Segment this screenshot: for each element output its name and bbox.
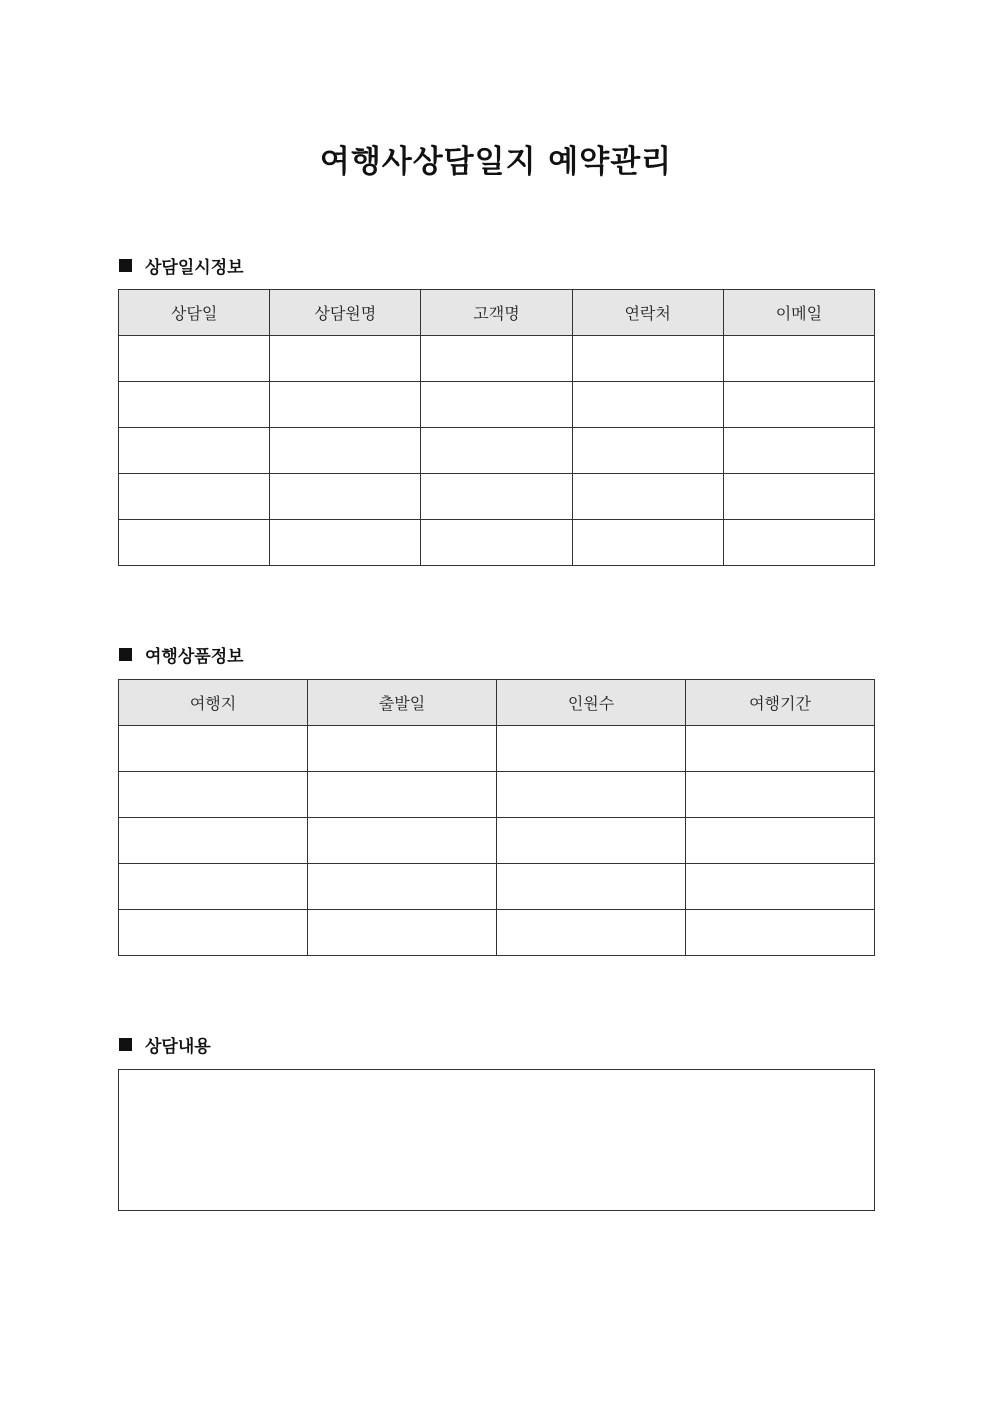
- table-cell[interactable]: [572, 428, 723, 474]
- table-cell[interactable]: [421, 382, 572, 428]
- table-cell[interactable]: [723, 474, 874, 520]
- page-title: 여행사상담일지 예약관리: [319, 144, 673, 180]
- table-cell[interactable]: [119, 520, 270, 566]
- table-cell[interactable]: [119, 864, 308, 910]
- column-header: 이메일: [723, 290, 874, 336]
- table-cell[interactable]: [270, 428, 421, 474]
- square-bullet-icon: [119, 1038, 132, 1051]
- column-header: 고객명: [421, 290, 572, 336]
- table-cell[interactable]: [723, 336, 874, 382]
- table-cell[interactable]: [686, 864, 875, 910]
- column-header: 상담원명: [270, 290, 421, 336]
- table-cell[interactable]: [119, 336, 270, 382]
- column-header: 여행지: [119, 680, 308, 726]
- table-row: [119, 382, 875, 428]
- table-row: [119, 474, 875, 520]
- table-row: [119, 726, 875, 772]
- table-body: [119, 336, 875, 566]
- table-cell[interactable]: [723, 520, 874, 566]
- table-row: [119, 520, 875, 566]
- table-cell[interactable]: [270, 474, 421, 520]
- table-cell[interactable]: [119, 428, 270, 474]
- column-header: 인원수: [497, 680, 686, 726]
- table-cell[interactable]: [723, 382, 874, 428]
- table-row: [119, 336, 875, 382]
- table-cell[interactable]: [572, 520, 723, 566]
- table-cell[interactable]: [497, 772, 686, 818]
- table-cell[interactable]: [723, 428, 874, 474]
- square-bullet-icon: [119, 259, 132, 272]
- consultation-content-box[interactable]: [118, 1069, 875, 1211]
- table-cell[interactable]: [686, 726, 875, 772]
- table-row: [119, 864, 875, 910]
- table-cell[interactable]: [421, 336, 572, 382]
- table-cell[interactable]: [686, 818, 875, 864]
- table-header-row: [119, 290, 875, 336]
- table-cell[interactable]: [572, 474, 723, 520]
- product-info-table: [118, 679, 875, 956]
- column-header: 연락처: [572, 290, 723, 336]
- table-cell[interactable]: [119, 818, 308, 864]
- table-header-row: [119, 680, 875, 726]
- section-heading-label: 상담일시정보: [145, 257, 244, 278]
- table-cell[interactable]: [421, 474, 572, 520]
- table-cell[interactable]: [119, 772, 308, 818]
- column-header: 상담일: [119, 290, 270, 336]
- section-heading-consultation-content: [119, 1032, 211, 1056]
- table-cell[interactable]: [270, 382, 421, 428]
- square-bullet-icon: [119, 648, 132, 661]
- section-heading-product-info: [119, 642, 244, 666]
- table-cell[interactable]: [572, 336, 723, 382]
- table-cell[interactable]: [119, 910, 308, 956]
- table-cell[interactable]: [686, 910, 875, 956]
- section-heading-consultation-info: [119, 253, 244, 277]
- table-row: [119, 772, 875, 818]
- table-cell[interactable]: [119, 726, 308, 772]
- table-cell[interactable]: [270, 520, 421, 566]
- table-cell[interactable]: [572, 382, 723, 428]
- consultation-info-table: [118, 289, 875, 566]
- table-cell[interactable]: [270, 336, 421, 382]
- table-cell[interactable]: [497, 726, 686, 772]
- table-row: [119, 428, 875, 474]
- table-cell[interactable]: [497, 818, 686, 864]
- table-row: [119, 910, 875, 956]
- section-heading-label: 상담내용: [145, 1036, 211, 1057]
- table-cell[interactable]: [308, 726, 497, 772]
- table-cell[interactable]: [686, 772, 875, 818]
- table-cell[interactable]: [119, 382, 270, 428]
- table-cell[interactable]: [421, 428, 572, 474]
- table-cell[interactable]: [308, 772, 497, 818]
- table-cell[interactable]: [308, 864, 497, 910]
- table-cell[interactable]: [308, 910, 497, 956]
- table-cell[interactable]: [308, 818, 497, 864]
- table-row: [119, 818, 875, 864]
- table-cell[interactable]: [497, 910, 686, 956]
- table-cell[interactable]: [497, 864, 686, 910]
- column-header: 여행기간: [686, 680, 875, 726]
- table-cell[interactable]: [119, 474, 270, 520]
- column-header: 출발일: [308, 680, 497, 726]
- table-body: [119, 726, 875, 956]
- table-cell[interactable]: [421, 520, 572, 566]
- section-heading-label: 여행상품정보: [145, 646, 244, 667]
